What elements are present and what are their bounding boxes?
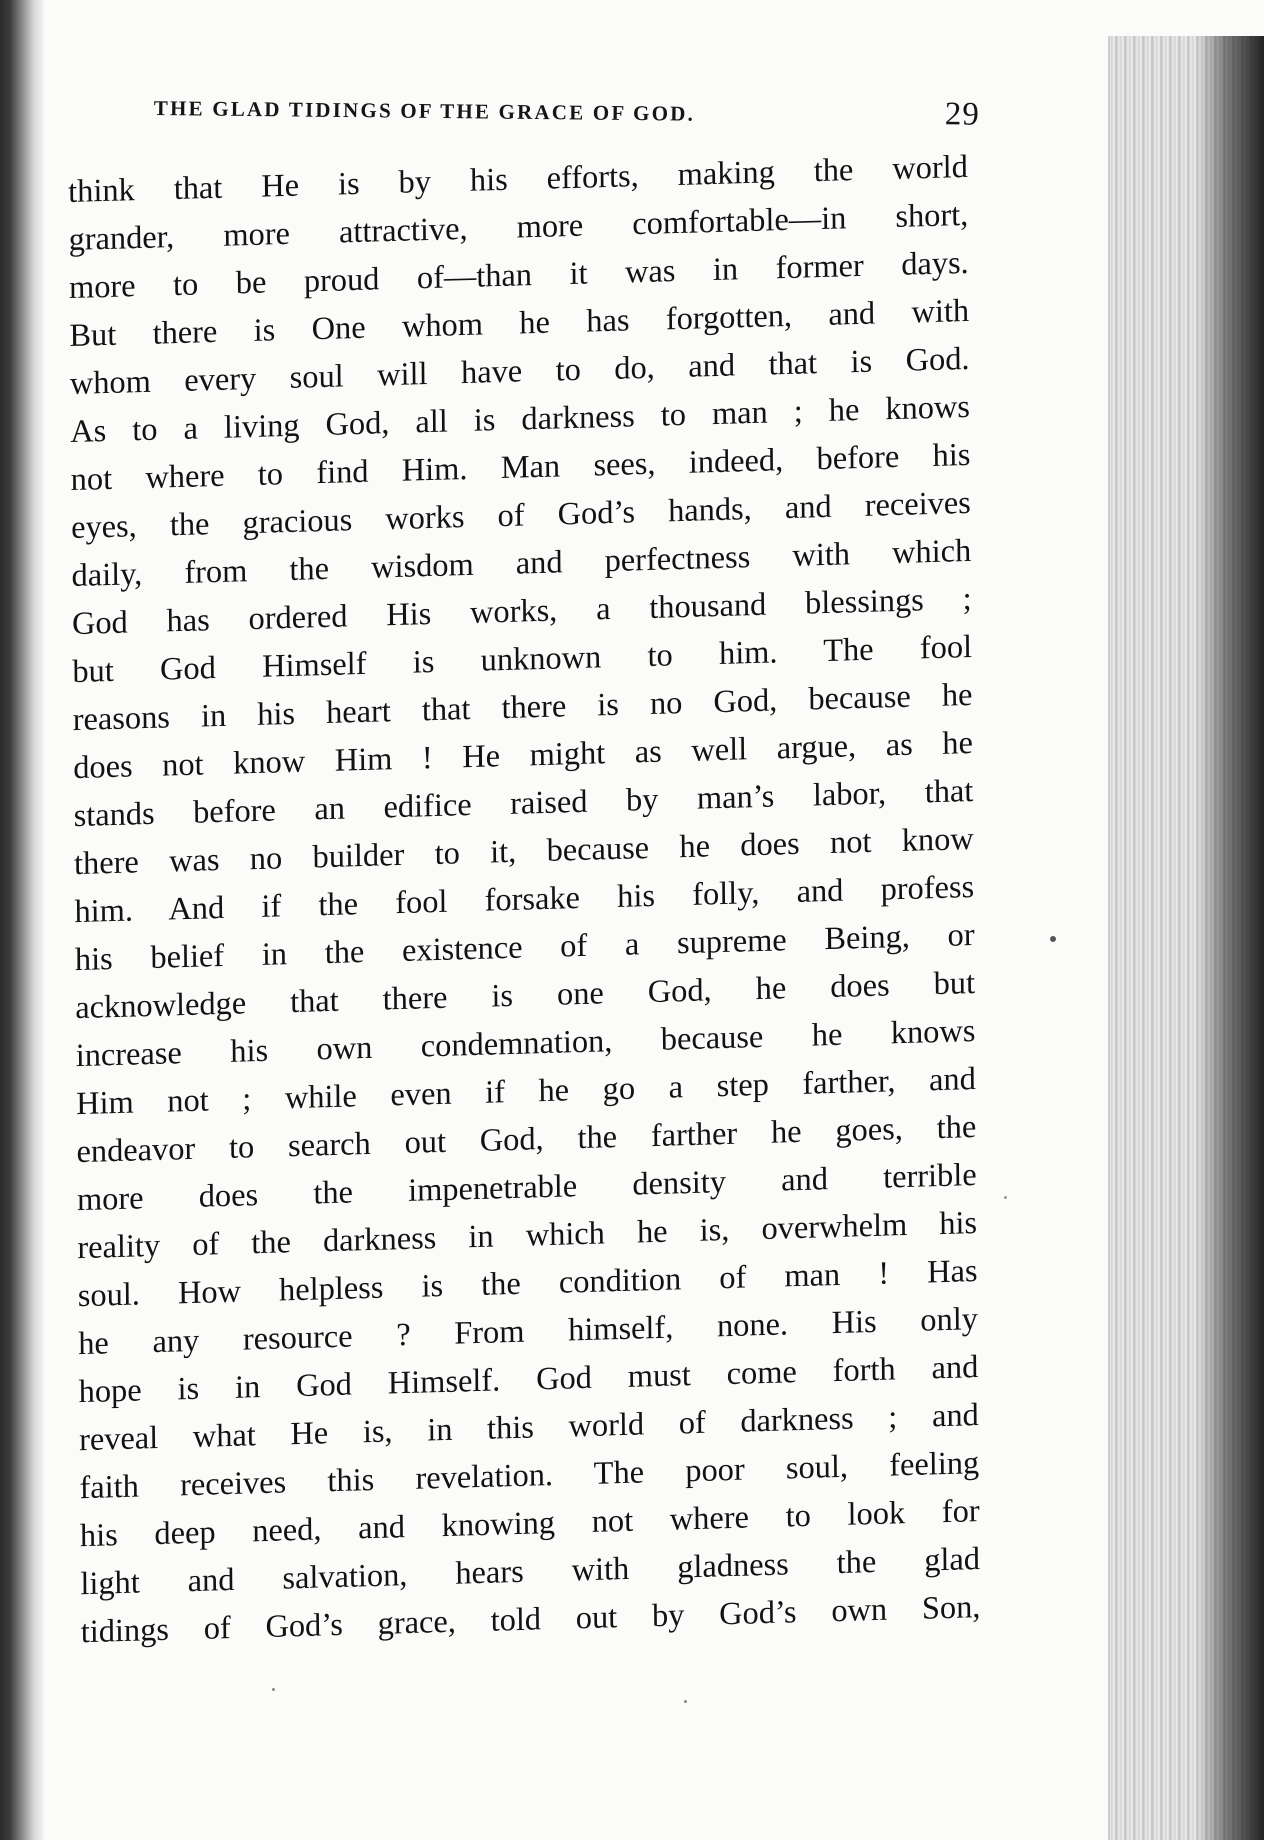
text-line: him. And if the fool forsake his folly, and profess xyxy=(74,868,975,931)
dust-speck xyxy=(1050,936,1056,942)
text-line: reality of the darkness in which he is, overwhelm his xyxy=(77,1205,978,1267)
fore-edge-shadow xyxy=(1196,36,1264,1840)
text-line: his deep need, and knowing not where to look for xyxy=(79,1493,980,1555)
text-line: think that He is by his efforts, making the world xyxy=(68,148,969,211)
page-number: 29 xyxy=(944,96,981,133)
running-head-title: THE GLAD TIDINGS OF THE GRACE OF GOD. xyxy=(153,96,696,126)
dust-speck xyxy=(1004,1196,1007,1199)
text-line: whom every soul will have to do, and that is God. xyxy=(69,340,970,403)
page-fore-edge xyxy=(1108,36,1264,1840)
text-line: reveal what He is, in this world of darkness ; and xyxy=(78,1397,979,1459)
dust-speck xyxy=(684,1700,687,1703)
text-line: tidings of God’s grace, told out by God’s own Son, xyxy=(80,1589,981,1651)
page-sheet xyxy=(44,0,1108,1840)
body-text xyxy=(68,143,981,1656)
text-line: his belief in the existence of a supreme Being, or xyxy=(74,916,975,979)
text-line: more does the impenetrable density and terrible xyxy=(76,1157,977,1219)
text-line: hope is in God Himself. God must come forth and xyxy=(78,1349,979,1411)
text-line: there was no builder to it, because he does not know xyxy=(73,820,974,883)
text-line: Him not ; while even if he go a step farther, and xyxy=(76,1061,976,1123)
text-line: grander, more attractive, more comfortable—in short, xyxy=(68,196,969,259)
text-line: daily, from the wisdom and perfectness with which xyxy=(71,532,972,595)
text-line: endeavor to search out God, the farther he goes, the xyxy=(76,1109,977,1171)
text-line: light and salvation, hears with gladness the glad xyxy=(80,1541,981,1603)
text-line: God has ordered His works, a thousand blessings ; xyxy=(71,580,972,643)
text-line: more to be proud of—than it was in former days. xyxy=(68,244,969,307)
text-line: stands before an edifice raised by man’s labor, that xyxy=(73,772,974,835)
text-line: he any resource ? From himself, none. His only xyxy=(78,1301,979,1363)
text-line: increase his own condemnation, because he knows xyxy=(75,1012,976,1075)
book-gutter xyxy=(0,0,44,1840)
text-line: faith receives this revelation. The poor soul, feeling xyxy=(79,1445,980,1507)
text-line: but God Himself is unknown to him. The fool xyxy=(72,628,973,691)
text-line: acknowledge that there is one God, he does but xyxy=(75,964,976,1027)
text-line: reasons in his heart that there is no God, because he xyxy=(72,676,973,739)
text-line: But there is One whom he has forgotten, and with xyxy=(69,292,970,355)
dust-speck xyxy=(272,1688,275,1691)
running-head xyxy=(153,96,981,133)
text-line: does not know Him ! He might as well argue, as he xyxy=(73,724,974,787)
text-line: soul. How helpless is the condition of man ! Has xyxy=(77,1253,978,1315)
text-line: eyes, the gracious works of God’s hands, and receives xyxy=(70,484,971,547)
text-line: not where to find Him. Man sees, indeed, before his xyxy=(70,436,971,499)
text-line: As to a living God, all is darkness to man ; he knows xyxy=(70,388,971,451)
